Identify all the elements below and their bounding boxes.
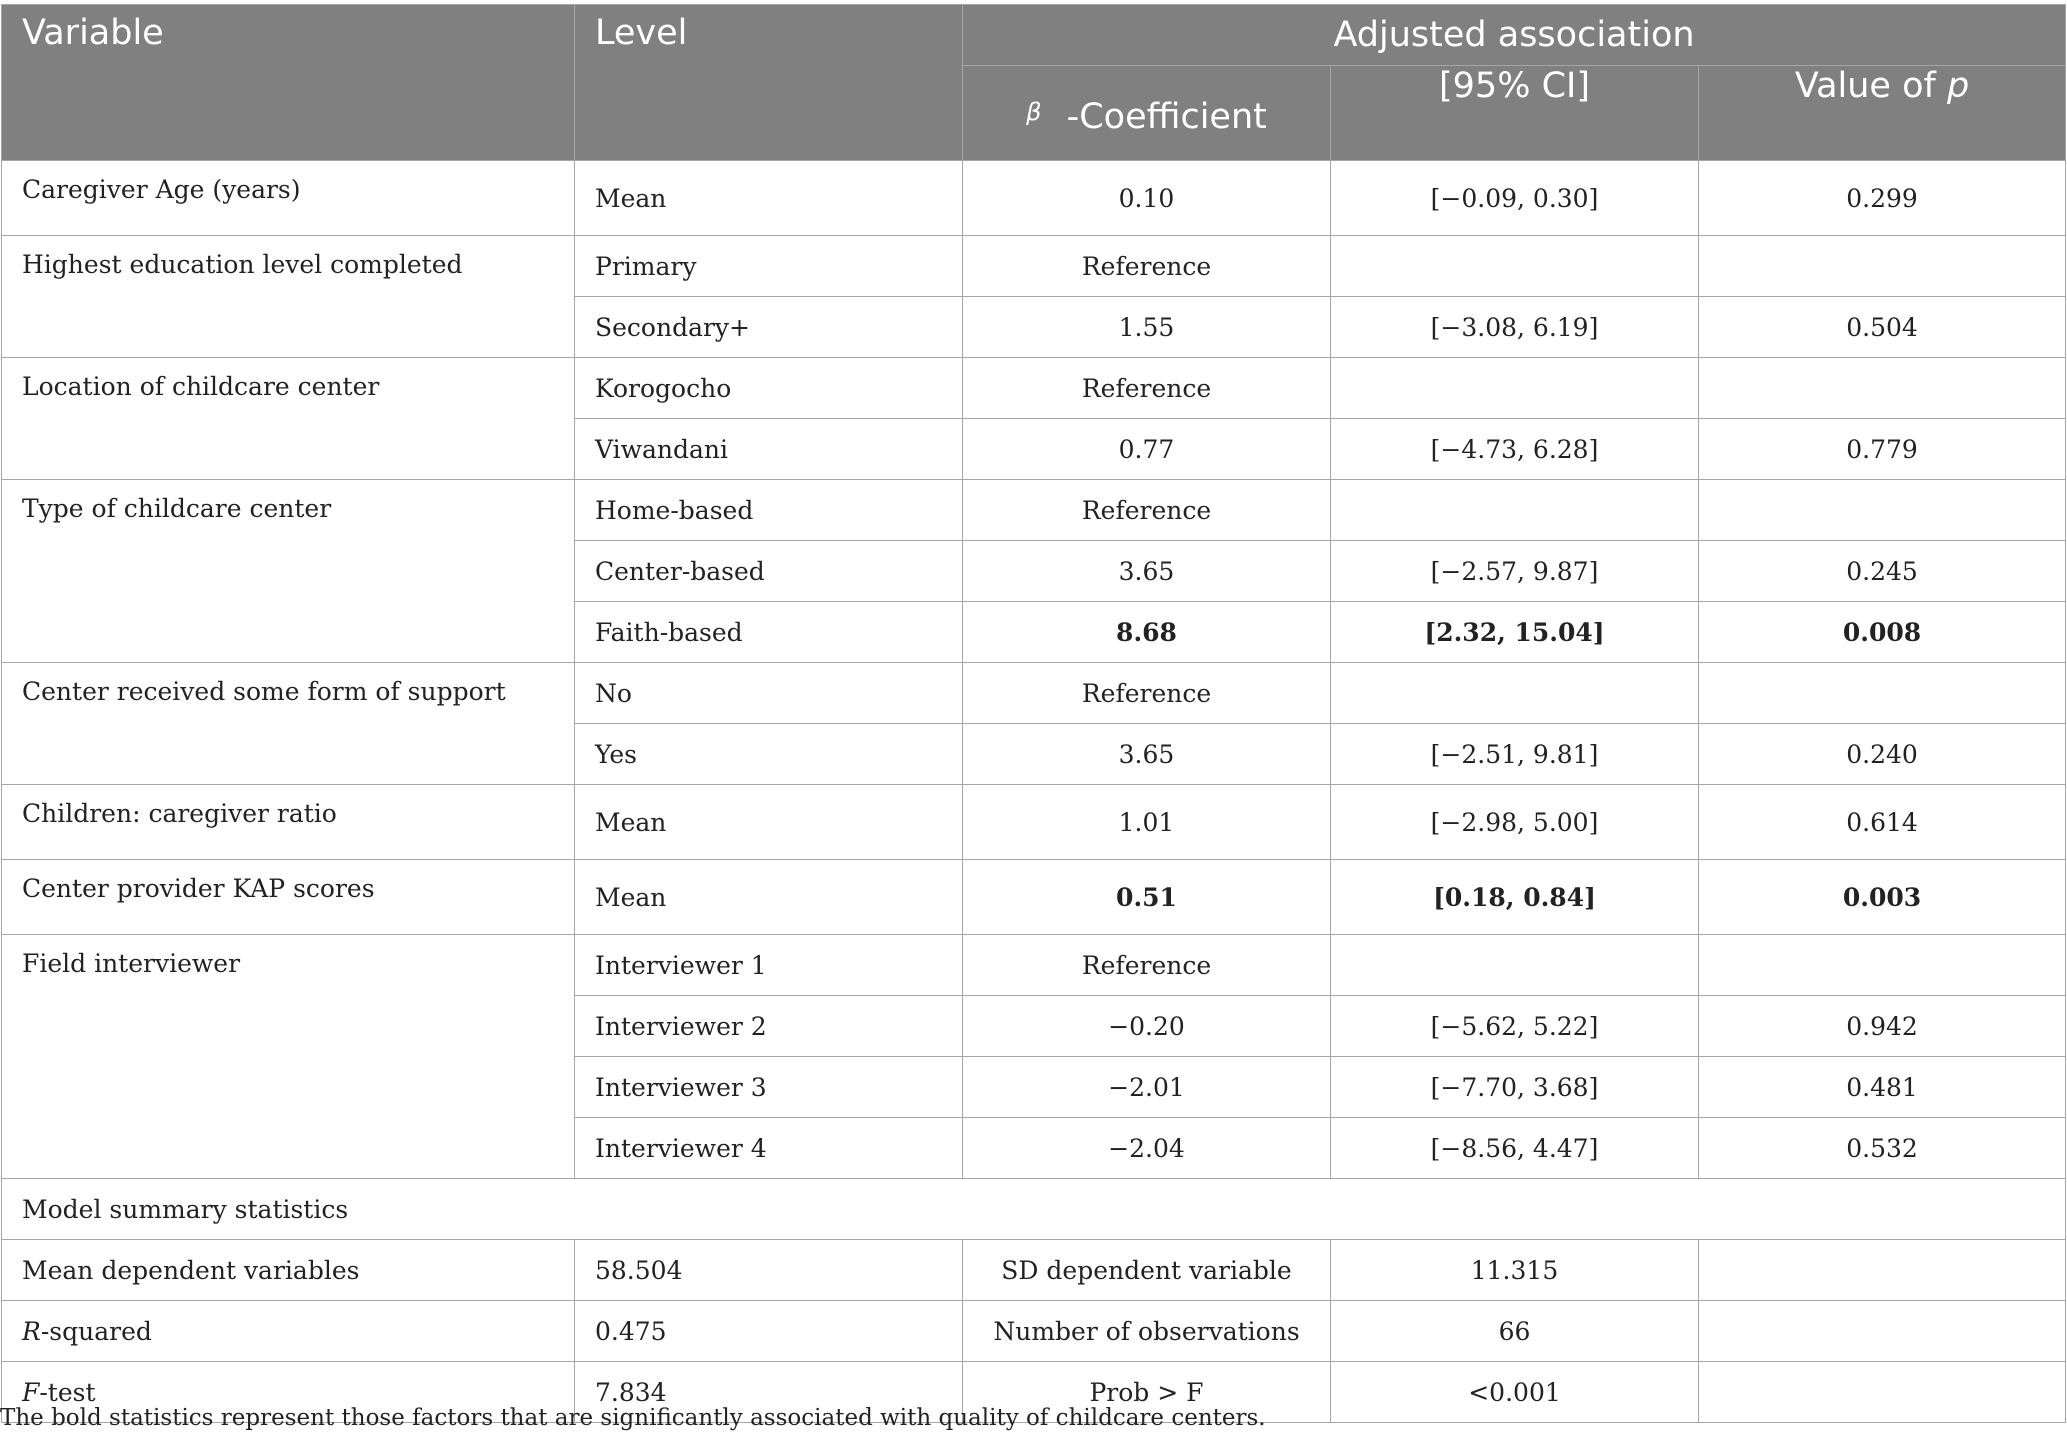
table-row [2,161,2066,236]
coefficient-cell: 1.55 [963,297,1331,358]
summary-label-italic: F [22,1377,40,1407]
level-cell: Mean [575,785,963,860]
level-cell: Faith-based [575,602,963,663]
ci-cell: [2.32, 15.04] [1331,602,1699,663]
level-cell: Secondary+ [575,297,963,358]
coefficient-cell: 0.51 [963,860,1331,935]
summary-stat-cell: SD dependent variable [963,1240,1331,1301]
level-cell: Mean [575,161,963,236]
summary-label: -squared [40,1316,152,1346]
summary-stat-value-cell: 11.315 [1331,1240,1699,1301]
header-pvalue-prefix: Value of [1794,66,1947,106]
coefficient-cell: Reference [963,480,1331,541]
summary-title: Model summary statistics [2,1179,2066,1240]
coefficient-cell: 0.10 [963,161,1331,236]
table-footnote: The bold statistics represent those factors that are significantly associated with quality of childcare centers. [0,1405,1266,1431]
level-cell: Viwandani [575,419,963,480]
header-coefficient-label: -Coefficient [1055,97,1267,137]
table-row [2,860,2066,935]
summary-label: -test [39,1377,96,1407]
header-beta-coefficient [963,66,1331,161]
summary-stat-cell: Prob > F [963,1362,1331,1423]
table-row [2,358,2066,419]
ci-cell [1331,663,1699,724]
coefficient-cell: −2.01 [963,1057,1331,1118]
variable-cell: Children: caregiver ratio [2,785,575,860]
level-cell: Interviewer 2 [575,996,963,1057]
level-cell: Interviewer 4 [575,1118,963,1179]
pvalue-cell: 0.614 [1699,785,2066,860]
header-variable: Variable [2,5,575,161]
table-row [2,785,2066,860]
ci-cell: [−8.56, 4.47] [1331,1118,1699,1179]
pvalue-cell: 0.504 [1699,297,2066,358]
pvalue-cell [1699,935,2066,996]
coefficient-cell: Reference [963,236,1331,297]
pvalue-cell [1699,236,2066,297]
ci-cell: [−0.09, 0.30] [1331,161,1699,236]
summary-stat-cell: Number of observations [963,1301,1331,1362]
table-row [2,480,2066,541]
summary-value-cell: 0.475 [575,1301,963,1362]
coefficient-cell: −2.04 [963,1118,1331,1179]
coefficient-cell: Reference [963,663,1331,724]
pvalue-cell: 0.779 [1699,419,2066,480]
pvalue-cell: 0.942 [1699,996,2066,1057]
header-level: Level [575,5,963,161]
header-pvalue [1699,66,2066,161]
ci-cell: [−7.70, 3.68] [1331,1057,1699,1118]
summary-value-cell: 58.504 [575,1240,963,1301]
header-pvalue-var: p [1946,66,1970,106]
summary-label-cell [2,1240,575,1301]
summary-stat-value-cell: 66 [1331,1301,1699,1362]
pvalue-cell: 0.299 [1699,161,2066,236]
table-header [2,5,2066,161]
summary-row [2,1240,2066,1301]
level-cell: Primary [575,236,963,297]
summary-value-cell: 7.834 [575,1362,963,1423]
beta-symbol: β [1026,98,1042,126]
summary-label: Mean dependent variables [22,1255,360,1285]
pvalue-cell [1699,358,2066,419]
variable-cell: Caregiver Age (years) [2,161,575,236]
variable-cell: Center received some form of support [2,663,575,785]
ci-cell: [−2.57, 9.87] [1331,541,1699,602]
pvalue-cell: 0.003 [1699,860,2066,935]
summary-stat-value-cell: <0.001 [1331,1362,1699,1423]
pvalue-cell: 0.532 [1699,1118,2066,1179]
summary-title-row [2,1179,2066,1240]
coefficient-cell: 3.65 [963,724,1331,785]
ci-cell [1331,358,1699,419]
ci-cell: [0.18, 0.84] [1331,860,1699,935]
pvalue-cell [1699,663,2066,724]
level-cell: Center-based [575,541,963,602]
table-row [2,236,2066,297]
table-body [2,161,2066,1423]
pvalue-cell [1699,480,2066,541]
level-cell: No [575,663,963,724]
summary-empty-cell [1699,1301,2066,1362]
ci-cell: [−2.51, 9.81] [1331,724,1699,785]
variable-cell: Field interviewer [2,935,575,1179]
variable-cell: Location of childcare center [2,358,575,480]
pvalue-cell: 0.245 [1699,541,2066,602]
summary-label-italic: R [22,1316,41,1346]
summary-empty-cell [1699,1240,2066,1301]
ci-cell: [−2.98, 5.00] [1331,785,1699,860]
coefficient-cell: 8.68 [963,602,1331,663]
level-cell: Interviewer 3 [575,1057,963,1118]
variable-cell: Type of childcare center [2,480,575,663]
ci-cell [1331,236,1699,297]
level-cell: Korogocho [575,358,963,419]
coefficient-cell: Reference [963,358,1331,419]
pvalue-cell: 0.240 [1699,724,2066,785]
ci-cell: [−4.73, 6.28] [1331,419,1699,480]
summary-label-cell [2,1301,575,1362]
level-cell: Mean [575,860,963,935]
level-cell: Interviewer 1 [575,935,963,996]
level-cell: Yes [575,724,963,785]
pvalue-cell: 0.008 [1699,602,2066,663]
ci-cell: [−5.62, 5.22] [1331,996,1699,1057]
ci-cell [1331,935,1699,996]
pvalue-cell: 0.481 [1699,1057,2066,1118]
coefficient-cell: 1.01 [963,785,1331,860]
regression-table [1,4,2066,1423]
level-cell: Home-based [575,480,963,541]
coefficient-cell: 0.77 [963,419,1331,480]
header-adjusted-association: Adjusted association [963,5,2066,66]
coefficient-cell: Reference [963,935,1331,996]
coefficient-cell: 3.65 [963,541,1331,602]
summary-row [2,1301,2066,1362]
ci-cell: [−3.08, 6.19] [1331,297,1699,358]
ci-cell [1331,480,1699,541]
variable-cell: Highest education level completed [2,236,575,358]
table-row [2,935,2066,996]
summary-empty-cell [1699,1362,2066,1423]
variable-cell: Center provider KAP scores [2,860,575,935]
coefficient-cell: −0.20 [963,996,1331,1057]
table-row [2,663,2066,724]
header-ci: [95% CI] [1331,66,1699,161]
